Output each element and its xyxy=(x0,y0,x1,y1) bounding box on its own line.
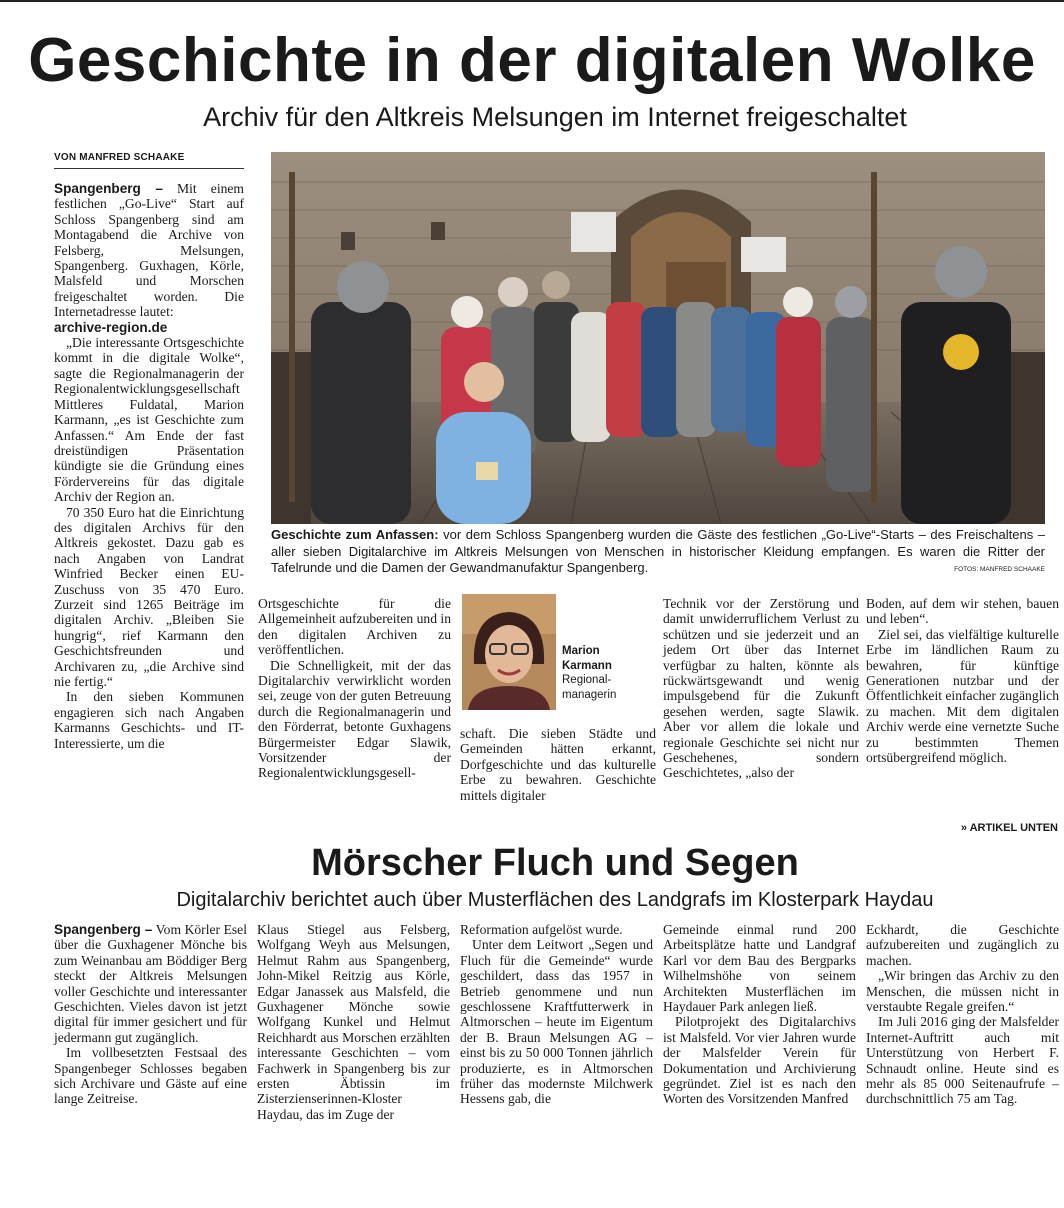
paragraph: Ortsgeschichte für die Allgemeinheit aufzubereiten und in den digitalen Archiven zu veröffentlichen. xyxy=(258,596,451,658)
article2-headline: Mörscher Fluch und Segen xyxy=(311,842,799,884)
article1-column-1 xyxy=(54,181,244,751)
knights-photo xyxy=(271,152,1045,524)
byline-rule xyxy=(54,168,244,169)
article2-subheadline: Digitalarchiv berichtet auch über Musterflächen des Landgrafs im Klosterpark Haydau xyxy=(176,889,934,911)
portrait-role-1: Regional- xyxy=(562,674,612,686)
paragraph: Eckhardt, die Geschichte aufzubereiten und zugänglich zu machen. xyxy=(866,922,1059,968)
paragraph: schaft. Die sieben Städte und Gemeinden hätten erkannt, Dorfgeschichte und das kulturelle Erbe zu bewahren. Geschichte mittels digitaler xyxy=(460,726,656,803)
article2-column-2 xyxy=(257,922,450,1122)
paragraph: Ziel sei, das vielfältige kulturelle Erbe im ländlichen Raum zu bewahren, für künftige Generationen nutzbar und der Öffentlichkeit einfacher zugänglich zu machen. Mit dem digitalen Archiv werde eine vernetzte Suche zu bestimmten Themen ortsübergreifend möglich. xyxy=(866,626,1059,766)
article1-column-4 xyxy=(663,596,859,781)
portrait-name-1: Marion xyxy=(562,645,600,657)
paragraph: Im Juli 2016 ging der Malsfelder Internet-Auftritt auch mit Unterstützung von Herbert F. Schnaudt online. Heute sind es mehr als 85 000 Seitenaufrufe – durchschnittlich 75 am Tag. xyxy=(866,1014,1059,1107)
portrait-role-2: managerin xyxy=(562,688,617,701)
portrait-image xyxy=(462,594,556,710)
paragraph: Klaus Stiegel aus Felsberg, Wolfgang Weyh aus Melsungen, Helmut Rahm aus Spangenberg, John-Mikel Reitzig aus Körle, Edgar Janassek aus Malsfeld, die Guxhagener Mönche sowie Wolfgang Kunkel und Helmut Reichhardt aus Morschen erzählten interessante Geschichten – vom Fachwerk in Spangenberg bis zur ersten Äbtissin im Zisterzienserinnen-Kloster Haydau, das im Zuge der xyxy=(257,922,450,1122)
paragraph: 70 350 Euro hat die Einrichtung des digitalen Archivs für den Altkreis gekostet. Dazu gab es nach Angaben von Landrat Winfried Becker einen EU-Zuschuss von 35 470 Euro. Zurzeit sind 1265 Beiträge im digitalen Archiv. „Bleiben Sie hungrig“, rief Karmann den Geschichtsfreunden und Archivaren zu, „die Archive sind nie fertig.“ xyxy=(54,504,244,689)
article-continues-link[interactable]: » ARTIKEL UNTEN xyxy=(960,822,1058,834)
paragraph-text: Mit einem festlichen „Go-Live“ Start auf Schloss Spangenberg sind am Montagabend die Archive von Felsberg, Melsungen, Spangenberg. Guxhagen, Körle, Malsfeld und Morschen freigeschaltet worden. Die Internetadresse lautet: xyxy=(54,181,245,320)
caption-text: vor dem Schloss Spangenberg wurden die Gäste des festlichen „Go-Live“-Starts – des Freischaltens – aller sieben Digitalarchive im Altkreis Melsungen von Menschen in historischer Kleidung empfangen. Es waren die Ritter der Tafelrunde und die Damen der Gewandmanufaktur Spangenberg. xyxy=(271,527,1045,575)
paragraph: Die Schnelligkeit, mit der das Digitalarchiv verwirklicht worden sei, zeuge von der guten Betreuung durch die Regionalmanagerin und den Förderrat, betonte Guxhagens Bürgermeister Edgar Slawik, Vorsitzender der Regionalentwicklungsgesell- xyxy=(258,657,451,781)
paragraph-text: Vom Körler Esel über die Guxhagener Mönche bis zum Weinanbau am Böddiger Berg steckt der Altkreis Melsungen voller Geschichte und interessanter Geschichten. Vieles davon ist jetzt digital für immer gesichert und für jedermann gut zugänglich. xyxy=(54,922,247,1045)
dateline: Spangenberg – xyxy=(54,181,163,196)
dateline: Spangenberg – xyxy=(54,922,153,937)
article1-column-3 xyxy=(460,726,656,803)
castle-group-image xyxy=(271,152,1045,524)
paragraph xyxy=(54,922,247,1045)
photo-credit: FOTOS: MANFRED SCHAAKE xyxy=(954,566,1045,573)
archive-url[interactable]: archive-region.de xyxy=(54,319,168,335)
article-subheadline: Archiv für den Altkreis Melsungen im Internet freigeschaltet xyxy=(203,102,907,132)
article2-column-3 xyxy=(460,922,653,1107)
article-headline: Geschichte in der digitalen Wolke xyxy=(28,26,1036,95)
paragraph: Pilotprojekt des Digitalarchivs ist Malsfeld. Vor vier Jahren wurde der Malsfelder Verein für Dokumentation und Archivierung gegründet. Ziel ist es nach den Worten des Vorsitzenden Manfred xyxy=(663,1014,856,1107)
article2-column-4 xyxy=(663,922,856,1107)
paragraph: In den sieben Kommunen engagieren sich nach Angaben Karmanns Geschichts- und IT-Interessierte, um die xyxy=(54,689,244,751)
paragraph: Gemeinde einmal rund 200 Arbeitsplätze hatte und Landgraf Karl vor dem Bau des Bergparks Wilhelmshöhe von seinem Architekten Musterflächen im Haydauer Park anlegen ließ. xyxy=(663,922,856,1015)
portrait-caption xyxy=(562,644,662,702)
article1-column-5 xyxy=(866,596,1059,765)
article1-column-2 xyxy=(258,596,451,781)
top-rule xyxy=(0,0,1064,2)
portrait-photo xyxy=(462,594,556,710)
paragraph: „Die interessante Ortsgeschichte kommt in die digitale Wolke“, sagte die Regionalmanagerin der Regionalentwicklungsgesellschaft Mittleres Fuldatal, Marion Karmann, „es ist Geschichte zum Anfassen.“ Am Ende der fast dreistündigen Präsentation kündigte sie die Gründung eines Fördervereins für das digitale Archiv der Region an. xyxy=(54,335,244,505)
photo-caption xyxy=(271,527,1045,577)
portrait-name-2: Karmann xyxy=(562,659,612,672)
byline: VON MANFRED SCHAAKE xyxy=(54,152,185,163)
article2-column-5 xyxy=(866,922,1059,1107)
paragraph xyxy=(54,181,244,320)
paragraph: Reformation aufgelöst wurde. xyxy=(460,922,623,937)
paragraph: Technik vor der Zerstörung und damit unwiderruflichem Verlust zu schützen und sie jederzeit und an jedem Ort über das Internet verfügbar zu halten, könnte als rückwärtsgewandt und wenig impulsgebend für die Zukunft gesehen werden, sagte Slawik. Aber vor allem die lokale und regionale Geschichte sei nicht nur Geschehenes, sondern Geschichtetes, „also der xyxy=(663,596,859,781)
url-line xyxy=(54,320,244,335)
paragraph: Unter dem Leitwort „Segen und Fluch für die Gemeinde“ wurde geschildert, dass das 1957 in Betrieb genommene und nun geschlossene Kraftfutterwerk in Altmorschen – heute im Eigentum der B. Braun Melsungen AG – einst bis zu 50 000 Tonnen jährlich produzierte, es in Altmorschen früher das modernste Milchwerk Hessens gab, die xyxy=(460,937,653,1107)
article2-column-1 xyxy=(54,922,247,1107)
caption-lead: Geschichte zum Anfassen: xyxy=(271,527,439,542)
paragraph: Im vollbesetzten Festsaal des Spangenbeger Schlosses begaben sich Archivare und Gäste auf eine lange Zeitreise. xyxy=(54,1045,247,1107)
paragraph: „Wir bringen das Archiv zu den Menschen, die müssen nicht in verstaubte Regale greifen.“ xyxy=(866,968,1059,1015)
paragraph: Boden, auf dem wir stehen, bauen und leben“. xyxy=(866,596,1059,627)
